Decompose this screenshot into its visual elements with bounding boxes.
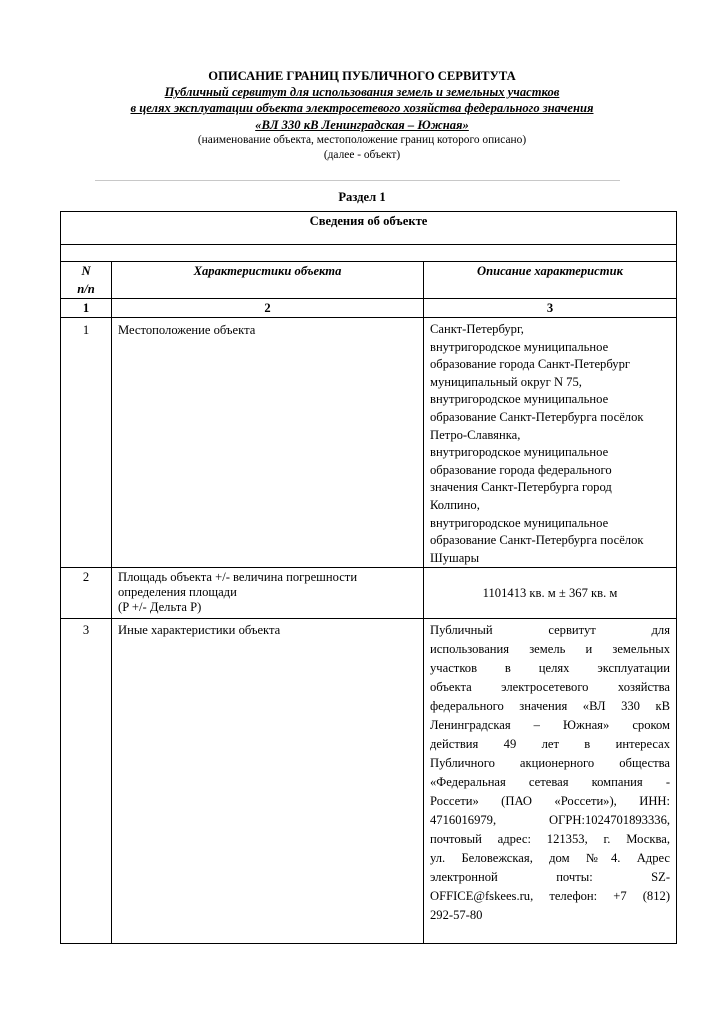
column-header-description: Описание характеристик	[424, 262, 677, 299]
characteristic-name: Иные характеристики объекта	[112, 619, 424, 944]
name-line: определения площади	[118, 585, 237, 600]
characteristic-name	[112, 568, 424, 619]
table-blank-row	[61, 245, 677, 262]
table-title-row	[61, 212, 677, 245]
value-line: Публичный сервитут для	[430, 623, 671, 638]
object-name-line-2: в целях эксплуатации объекта электросетевого хозяйства федерального значения	[130, 101, 594, 116]
value-line: Петро-Славянка,	[430, 427, 521, 442]
table-row	[61, 619, 677, 944]
row-number: 3	[61, 619, 112, 944]
value-line: внутригородское муниципальное	[430, 392, 609, 407]
value-line: действия 49 лет в интересах	[430, 737, 671, 752]
column-number: 3	[424, 299, 677, 318]
value-line: Колпино,	[430, 497, 480, 512]
object-name-line-1: Публичный сервитут для использования земель и земельных участков	[164, 85, 560, 100]
value-line: «Федеральная сетевая компания -	[430, 775, 671, 790]
value-line: Ленинградская – Южная» сроком	[430, 718, 671, 733]
column-header-number-line: N	[81, 264, 91, 278]
value-line: внутригородское муниципальное	[430, 339, 609, 354]
characteristic-name: Местоположение объекта	[112, 318, 424, 568]
value-line: объекта электросетевого хозяйства	[430, 680, 671, 695]
value-line: образование Санкт-Петербурга посёлок	[430, 533, 644, 548]
column-number: 2	[112, 299, 424, 318]
name-line: (P +/- Дельта P)	[118, 600, 202, 615]
value-line: Публичного акционерного общества	[430, 756, 671, 771]
table-header-row	[61, 262, 677, 299]
value-line: участков в целях эксплуатации	[430, 661, 671, 676]
value-line: Россети» (ПАО «Россети»), ИНН:	[430, 794, 671, 809]
value-line: ул. Беловежская, дом №4. Адрес	[430, 851, 671, 866]
column-number-row	[61, 299, 677, 318]
value-line: значения Санкт-Петербурга город	[430, 480, 612, 495]
value-line: электронной почты: SZ-	[430, 870, 671, 885]
document-header	[0, 68, 724, 163]
value-line: федерального значения «ВЛ 330 кВ	[430, 699, 671, 714]
object-name-line-3: «ВЛ 330 кВ Ленинградская – Южная»	[255, 117, 469, 132]
document-title: ОПИСАНИЕ ГРАНИЦ ПУБЛИЧНОГО СЕРВИТУТА	[208, 69, 516, 83]
column-header-number-line: п/п	[77, 282, 95, 296]
row-number: 1	[61, 318, 112, 568]
table-title: Сведения об объекте	[61, 212, 677, 245]
section-label: Раздел 1	[338, 190, 386, 204]
separator-line	[95, 180, 620, 181]
value-line: Шушары	[430, 550, 480, 565]
table-row	[61, 318, 677, 568]
value-line: использования земель и земельных	[430, 642, 671, 657]
value-line: образование города Санкт-Петербург	[430, 357, 631, 372]
name-line: Площадь объекта +/- величина погрешности	[118, 570, 358, 585]
value-line: Санкт-Петербург,	[430, 322, 524, 336]
value-line: образование города федерального	[430, 462, 612, 477]
value-line: внутригородское муниципальное	[430, 515, 609, 530]
object-note-2: (далее - объект)	[323, 148, 401, 161]
characteristic-value: 1101413 кв. м ± 367 кв. м	[424, 568, 677, 619]
object-info-table	[60, 211, 677, 944]
object-note-1: (наименование объекта, местоположение границ которого описано)	[197, 133, 527, 146]
value-line: 4716016979, ОГРН:1024701893336,	[430, 813, 671, 828]
value-line: 292-57-80	[430, 908, 483, 923]
value-line: муниципальный округ N 75,	[430, 374, 582, 389]
characteristic-value	[424, 318, 677, 568]
value-line: внутригородское муниципальное	[430, 445, 609, 460]
characteristic-value	[424, 619, 677, 944]
value-line: OFFICE@fskees.ru, телефон: +7 (812)	[430, 889, 671, 904]
column-number: 1	[61, 299, 112, 318]
column-header-number	[61, 262, 112, 299]
row-number: 2	[61, 568, 112, 619]
value-line: почтовый адрес: 121353, г. Москва,	[430, 832, 671, 847]
blank-cell	[61, 245, 677, 262]
column-header-characteristics: Характеристики объекта	[112, 262, 424, 299]
table-row	[61, 568, 677, 619]
value-line: образование Санкт-Петербурга посёлок	[430, 409, 644, 424]
